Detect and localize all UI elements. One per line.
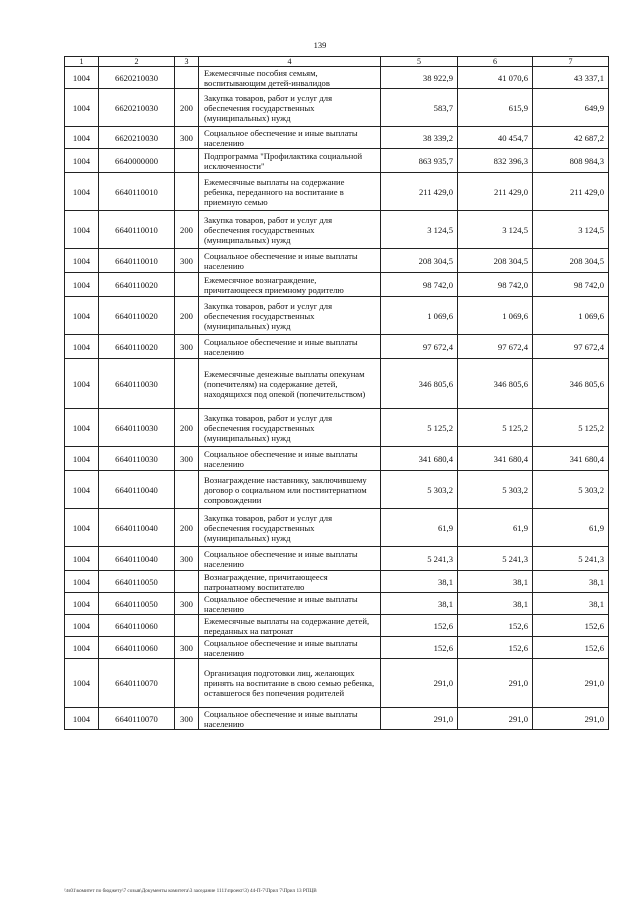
row-section-code: 1004: [65, 447, 99, 471]
row-section-code: 1004: [65, 273, 99, 297]
row-target-code: 6640110070: [99, 659, 175, 708]
header-col-1: 1: [65, 57, 99, 67]
row-value-col5: 38 339,2: [381, 127, 458, 149]
row-value-col7: 5 125,2: [533, 409, 609, 447]
table-row: [65, 593, 609, 615]
row-section-code: 1004: [65, 149, 99, 173]
row-value-col7: 341 680,4: [533, 447, 609, 471]
row-value-col6: 1 069,6: [458, 297, 533, 335]
row-expense-type: 300: [175, 708, 199, 730]
row-section-code: 1004: [65, 637, 99, 659]
row-section-code: 1004: [65, 593, 99, 615]
row-description: Ежемесячные выплаты на содержание детей, переданных на патронат: [199, 615, 381, 637]
row-value-col6: 61,9: [458, 509, 533, 547]
row-expense-type: [175, 615, 199, 637]
row-target-code: 6640110030: [99, 359, 175, 409]
row-target-code: 6640110040: [99, 471, 175, 509]
row-value-col5: 341 680,4: [381, 447, 458, 471]
row-value-col5: 61,9: [381, 509, 458, 547]
row-value-col6: 3 124,5: [458, 211, 533, 249]
row-target-code: 6640110010: [99, 173, 175, 211]
row-target-code: 6640110050: [99, 593, 175, 615]
header-col-3: 3: [175, 57, 199, 67]
table-row: [65, 471, 609, 509]
row-value-col6: 40 454,7: [458, 127, 533, 149]
row-value-col7: 152,6: [533, 637, 609, 659]
table-row: [65, 297, 609, 335]
row-description: Закупка товаров, работ и услуг для обеспечения государственных (муниципальных) нужд: [199, 409, 381, 447]
row-value-col5: 152,6: [381, 637, 458, 659]
row-target-code: 6620210030: [99, 67, 175, 89]
row-value-col6: 208 304,5: [458, 249, 533, 273]
row-value-col6: 211 429,0: [458, 173, 533, 211]
row-section-code: 1004: [65, 89, 99, 127]
table-row: [65, 211, 609, 249]
row-value-col6: 291,0: [458, 708, 533, 730]
row-expense-type: 200: [175, 409, 199, 447]
row-description: Ежемесячные выплаты на содержание ребенка, переданного на воспитание в приемную семью: [199, 173, 381, 211]
table-row: [65, 249, 609, 273]
row-value-col6: 5 303,2: [458, 471, 533, 509]
row-section-code: 1004: [65, 571, 99, 593]
table-row: [65, 659, 609, 708]
row-value-col7: 98 742,0: [533, 273, 609, 297]
row-value-col7: 43 337,1: [533, 67, 609, 89]
row-section-code: 1004: [65, 659, 99, 708]
row-section-code: 1004: [65, 547, 99, 571]
row-value-col6: 291,0: [458, 659, 533, 708]
row-target-code: 6640110010: [99, 249, 175, 273]
row-target-code: 6640110040: [99, 547, 175, 571]
row-value-col6: 341 680,4: [458, 447, 533, 471]
header-col-5: 5: [381, 57, 458, 67]
row-value-col6: 152,6: [458, 615, 533, 637]
row-expense-type: [175, 571, 199, 593]
row-description: Социальное обеспечение и иные выплаты населению: [199, 593, 381, 615]
row-expense-type: 200: [175, 509, 199, 547]
row-value-col6: 5 125,2: [458, 409, 533, 447]
row-value-col5: 3 124,5: [381, 211, 458, 249]
row-description: Ежемесячные денежные выплаты опекунам (попечителям) на содержание детей, находящихся под опекой (попечительством): [199, 359, 381, 409]
row-target-code: 6640110020: [99, 335, 175, 359]
table-row: [65, 447, 609, 471]
row-target-code: 6640110060: [99, 615, 175, 637]
row-value-col7: 291,0: [533, 659, 609, 708]
row-value-col5: 291,0: [381, 659, 458, 708]
table-row: [65, 89, 609, 127]
row-target-code: 6640110060: [99, 637, 175, 659]
row-value-col7: 208 304,5: [533, 249, 609, 273]
table-row: [65, 708, 609, 730]
row-value-col7: 1 069,6: [533, 297, 609, 335]
row-section-code: 1004: [65, 409, 99, 447]
row-value-col6: 97 672,4: [458, 335, 533, 359]
row-value-col6: 832 396,3: [458, 149, 533, 173]
row-value-col5: 97 672,4: [381, 335, 458, 359]
row-target-code: 6640000000: [99, 149, 175, 173]
file-path-footer: \\ts01\комитет по бюджету\7 созыв\Документы комитета\3 заседание 1111\проект\3) 44-П-7\Прил 7\Прил 13 РПЦВ: [64, 888, 317, 894]
row-target-code: 6640110020: [99, 273, 175, 297]
table-row: [65, 127, 609, 149]
row-description: Социальное обеспечение и иные выплаты населению: [199, 637, 381, 659]
row-value-col6: 5 241,3: [458, 547, 533, 571]
table-row: [65, 547, 609, 571]
row-description: Организация подготовки лиц, желающих принять на воспитание в свою семью ребенка, оставшегося без попечения родителей: [199, 659, 381, 708]
row-value-col7: 38,1: [533, 571, 609, 593]
table-row: [65, 571, 609, 593]
row-section-code: 1004: [65, 173, 99, 211]
row-value-col7: 5 241,3: [533, 547, 609, 571]
row-expense-type: [175, 273, 199, 297]
row-section-code: 1004: [65, 359, 99, 409]
table-row: [65, 409, 609, 447]
row-description: Ежемесячные пособия семьям, воспитывающим детей-инвалидов: [199, 67, 381, 89]
row-expense-type: 200: [175, 211, 199, 249]
row-description: Закупка товаров, работ и услуг для обеспечения государственных (муниципальных) нужд: [199, 297, 381, 335]
row-value-col6: 346 805,6: [458, 359, 533, 409]
row-expense-type: [175, 471, 199, 509]
row-value-col7: 61,9: [533, 509, 609, 547]
row-description: Социальное обеспечение и иные выплаты населению: [199, 249, 381, 273]
row-description: Социальное обеспечение и иные выплаты населению: [199, 708, 381, 730]
row-description: Социальное обеспечение и иные выплаты населению: [199, 447, 381, 471]
row-value-col6: 152,6: [458, 637, 533, 659]
row-expense-type: 300: [175, 637, 199, 659]
row-expense-type: [175, 67, 199, 89]
row-description: Закупка товаров, работ и услуг для обеспечения государственных (муниципальных) нужд: [199, 211, 381, 249]
row-expense-type: 300: [175, 593, 199, 615]
table-row: [65, 67, 609, 89]
row-expense-type: 300: [175, 127, 199, 149]
row-value-col5: 38,1: [381, 593, 458, 615]
row-value-col5: 5 241,3: [381, 547, 458, 571]
row-expense-type: 300: [175, 249, 199, 273]
row-value-col7: 5 303,2: [533, 471, 609, 509]
row-section-code: 1004: [65, 297, 99, 335]
row-value-col6: 615,9: [458, 89, 533, 127]
row-section-code: 1004: [65, 615, 99, 637]
row-value-col7: 42 687,2: [533, 127, 609, 149]
row-value-col5: 346 805,6: [381, 359, 458, 409]
row-value-col6: 38,1: [458, 571, 533, 593]
table-row: [65, 149, 609, 173]
row-description: Закупка товаров, работ и услуг для обеспечения государственных (муниципальных) нужд: [199, 89, 381, 127]
row-description: Вознаграждение, причитающееся патронатному воспитателю: [199, 571, 381, 593]
table-row: [65, 637, 609, 659]
row-section-code: 1004: [65, 509, 99, 547]
row-target-code: 6640110050: [99, 571, 175, 593]
table-row: [65, 173, 609, 211]
row-value-col5: 38,1: [381, 571, 458, 593]
row-section-code: 1004: [65, 708, 99, 730]
row-target-code: 6640110010: [99, 211, 175, 249]
row-expense-type: 200: [175, 297, 199, 335]
row-value-col6: 41 070,6: [458, 67, 533, 89]
row-value-col7: 97 672,4: [533, 335, 609, 359]
row-value-col7: 291,0: [533, 708, 609, 730]
row-value-col7: 38,1: [533, 593, 609, 615]
table-row: [65, 359, 609, 409]
row-value-col6: 38,1: [458, 593, 533, 615]
row-section-code: 1004: [65, 335, 99, 359]
row-section-code: 1004: [65, 211, 99, 249]
row-description: Ежемесячное вознаграждение, причитающееся приемному родителю: [199, 273, 381, 297]
row-value-col5: 211 429,0: [381, 173, 458, 211]
header-col-4: 4: [199, 57, 381, 67]
row-section-code: 1004: [65, 67, 99, 89]
page-number: 139: [313, 40, 327, 50]
row-value-col5: 208 304,5: [381, 249, 458, 273]
row-value-col7: 211 429,0: [533, 173, 609, 211]
row-value-col5: 38 922,9: [381, 67, 458, 89]
row-description: Социальное обеспечение и иные выплаты населению: [199, 547, 381, 571]
table-body: [65, 67, 609, 730]
row-target-code: 6640110020: [99, 297, 175, 335]
row-section-code: 1004: [65, 127, 99, 149]
row-expense-type: [175, 659, 199, 708]
row-target-code: 6620210030: [99, 127, 175, 149]
row-section-code: 1004: [65, 249, 99, 273]
table-row: [65, 615, 609, 637]
row-description: Социальное обеспечение и иные выплаты населению: [199, 335, 381, 359]
row-target-code: 6640110040: [99, 509, 175, 547]
row-value-col5: 583,7: [381, 89, 458, 127]
row-value-col5: 5 125,2: [381, 409, 458, 447]
row-value-col7: 3 124,5: [533, 211, 609, 249]
row-description: Вознаграждение наставнику, заключившему договор о социальном или постинтернатном сопровождении: [199, 471, 381, 509]
row-value-col6: 98 742,0: [458, 273, 533, 297]
row-value-col5: 291,0: [381, 708, 458, 730]
row-description: Подпрограмма "Профилактика социальной исключенности": [199, 149, 381, 173]
table-row: [65, 509, 609, 547]
row-section-code: 1004: [65, 471, 99, 509]
row-value-col7: 808 984,3: [533, 149, 609, 173]
row-target-code: 6640110030: [99, 447, 175, 471]
row-target-code: 6620210030: [99, 89, 175, 127]
row-value-col5: 152,6: [381, 615, 458, 637]
row-value-col7: 649,9: [533, 89, 609, 127]
row-description: Закупка товаров, работ и услуг для обеспечения государственных (муниципальных) нужд: [199, 509, 381, 547]
table-row: [65, 273, 609, 297]
row-expense-type: 300: [175, 335, 199, 359]
row-value-col5: 1 069,6: [381, 297, 458, 335]
row-value-col5: 5 303,2: [381, 471, 458, 509]
row-expense-type: 300: [175, 447, 199, 471]
row-description: Социальное обеспечение и иные выплаты населению: [199, 127, 381, 149]
row-value-col7: 152,6: [533, 615, 609, 637]
row-expense-type: [175, 149, 199, 173]
row-expense-type: [175, 359, 199, 409]
row-target-code: 6640110030: [99, 409, 175, 447]
table-header-row: [65, 57, 609, 67]
row-expense-type: [175, 173, 199, 211]
budget-table: [64, 56, 609, 730]
row-expense-type: 200: [175, 89, 199, 127]
row-value-col5: 98 742,0: [381, 273, 458, 297]
row-value-col7: 346 805,6: [533, 359, 609, 409]
row-expense-type: 300: [175, 547, 199, 571]
header-col-6: 6: [458, 57, 533, 67]
table-row: [65, 335, 609, 359]
row-target-code: 6640110070: [99, 708, 175, 730]
header-col-7: 7: [533, 57, 609, 67]
header-col-2: 2: [99, 57, 175, 67]
row-value-col5: 863 935,7: [381, 149, 458, 173]
